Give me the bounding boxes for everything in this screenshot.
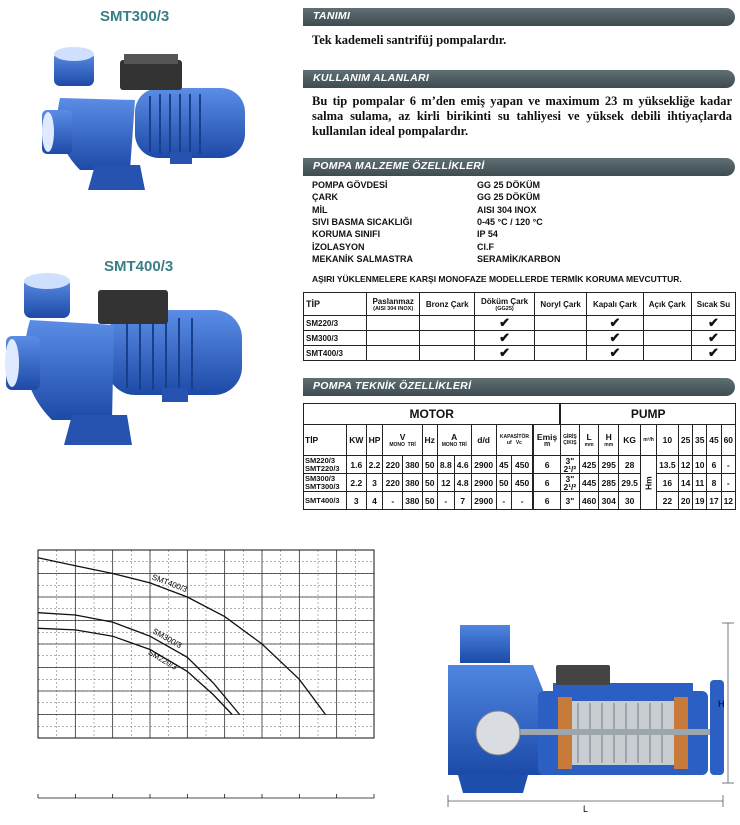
pump-image-top: [40, 40, 250, 200]
th-kw: KW: [347, 425, 367, 456]
tech-cell-h: 295: [599, 456, 619, 474]
th-tip: TİP: [304, 425, 347, 456]
tech-cell-tip: [304, 492, 347, 510]
empty-cell: [420, 316, 475, 331]
material-table-row: [304, 346, 736, 361]
section-bar-tanimi: TANIMI: [303, 8, 735, 26]
empty-cell: [535, 331, 587, 346]
tanimi-text: Tek kademeli santrifüj pompalardır.: [312, 33, 507, 47]
th-a: A MONO TRİ: [437, 425, 471, 456]
dimension-h: H: [718, 699, 725, 709]
check-icon: ✔: [691, 346, 735, 361]
check-icon: ✔: [475, 316, 535, 331]
tech-cell-q-3: 8: [707, 474, 721, 492]
material-table: [303, 292, 736, 361]
material-property-row: [312, 217, 543, 228]
th-q3: 45: [707, 425, 721, 456]
th-kap: KAPASİTÖR uf Vc: [496, 425, 533, 456]
tech-cell-q-1: 12: [678, 456, 692, 474]
series-label: SM220/3: [146, 647, 179, 672]
col-dokum: Döküm Çark (GG25): [475, 293, 535, 316]
tech-cell-q-3: 17: [707, 492, 721, 510]
material-property-row: [312, 242, 494, 253]
tech-cell-q-0: 16: [656, 474, 678, 492]
tech-cell-q-1: 14: [678, 474, 692, 492]
tech-cell-vm: 220: [383, 474, 403, 492]
tech-cell-dd: 2900: [471, 474, 496, 492]
material-property-value: 0-45 °C / 120 °C: [477, 216, 543, 227]
tech-tip-name: SM300/3: [305, 473, 336, 483]
check-icon: ✔: [587, 346, 643, 361]
pump-header: PUMP: [560, 404, 735, 425]
pump-image-bottom: [2, 270, 252, 455]
th-mh: m³/h: [641, 425, 656, 456]
tech-cell-hp: 4: [366, 492, 383, 510]
tech-cell-l: 425: [579, 456, 599, 474]
th-q1: 25: [678, 425, 692, 456]
material-property-row: [312, 180, 540, 191]
tech-cell-dd: 2900: [471, 456, 496, 474]
tech-cell-kw: 2.2: [347, 474, 367, 492]
material-property-key: KORUMA SINIFI: [312, 229, 381, 240]
dimension-l: L: [583, 804, 589, 814]
tech-cell-kg: 28: [619, 456, 641, 474]
model-title-top: SMT300/3: [100, 8, 170, 25]
th-q4: 60: [721, 425, 735, 456]
empty-cell: [420, 346, 475, 361]
material-property-key: ÇARK: [312, 192, 338, 203]
tech-cell-vc: -: [511, 492, 533, 510]
kullanim-text: Bu tip pompalar 6 m’den emiş yapan ve maximum 23 m yüksekliğe kadar salma sulama, az kirli birikinti su tahliyesi ve yüksek debili ihtiyaçlarda kullanılan ideal pompalardır.: [312, 94, 732, 138]
tech-cell-h: 304: [599, 492, 619, 510]
tech-cell-h: 285: [599, 474, 619, 492]
col-paslanmaz: Paslanmaz (AISI 304 INOX): [367, 293, 420, 316]
empty-cell: [643, 316, 691, 331]
tech-cell-at: 4.8: [454, 474, 471, 492]
tech-cell-dd: 2900: [471, 492, 496, 510]
tech-cell-q-1: 20: [678, 492, 692, 510]
tech-cell-vt: 380: [403, 474, 423, 492]
tech-connection-size: 3": [565, 473, 575, 484]
tech-cell-hp: 3: [366, 474, 383, 492]
cutaway-diagram: [438, 605, 738, 815]
tech-table-row: [304, 492, 736, 510]
tech-connection-size: 3": [565, 495, 575, 506]
tech-cell-am: 12: [437, 474, 454, 492]
series-label: SM300/3: [150, 626, 184, 651]
tech-cell-l: 460: [579, 492, 599, 510]
tech-tip-name: SMT400/3: [305, 495, 340, 505]
th-kg: KG: [619, 425, 641, 456]
tech-connection-size: 2¹/²: [563, 481, 577, 492]
tech-cell-hz: 50: [422, 492, 437, 510]
th-v: V MONO TRİ: [383, 425, 422, 456]
motor-header: MOTOR: [304, 404, 561, 425]
col-noryl: Noryl Çark: [535, 293, 587, 316]
tech-cell-vm: 220: [383, 456, 403, 474]
empty-cell: [367, 346, 420, 361]
tech-cell-l: 445: [579, 474, 599, 492]
tech-table-row: [304, 474, 736, 492]
th-l: L mm: [579, 425, 599, 456]
tech-tip-name: SMT300/3: [305, 481, 340, 491]
series-line-sm300-3: [38, 613, 240, 715]
tech-cell-q-4: -: [721, 456, 735, 474]
check-icon: ✔: [475, 331, 535, 346]
check-icon: ✔: [691, 331, 735, 346]
section-bar-malzeme: POMPA MALZEME ÖZELLİKLERİ: [303, 158, 735, 176]
material-table-tip: SM300/3: [304, 331, 367, 346]
col-acik: Açık Çark: [643, 293, 691, 316]
th-emis: Emiş m: [533, 425, 560, 456]
material-property-key: MEKANİK SALMASTRA: [312, 253, 413, 264]
tech-cell-em: 6: [533, 456, 560, 474]
empty-cell: [367, 316, 420, 331]
material-property-value: AISI 304 INOX: [477, 204, 537, 215]
th-q2: 35: [693, 425, 707, 456]
material-table-tip: SM220/3: [304, 316, 367, 331]
col-sicak: Sıcak Su: [691, 293, 735, 316]
tech-cell-am: 8.8: [437, 456, 454, 474]
performance-chart: [0, 540, 430, 825]
check-icon: ✔: [475, 346, 535, 361]
th-dd: d/d: [471, 425, 496, 456]
tech-cell-giris-cikis: [560, 474, 579, 492]
material-table-tip: SMT400/3: [304, 346, 367, 361]
material-table-row: [304, 316, 736, 331]
material-property-key: SIVI BASMA SICAKLIĞI: [312, 216, 413, 227]
section-bar-teknik: POMPA TEKNİK ÖZELLİKLERİ: [303, 378, 735, 396]
tech-cell-at: 7: [454, 492, 471, 510]
col-tip: TİP: [304, 293, 367, 316]
material-property-row: [312, 205, 537, 216]
col-kapali: Kapalı Çark: [587, 293, 643, 316]
material-property-value: IP 54: [477, 229, 498, 240]
tech-cell-uf: 50: [496, 474, 511, 492]
tech-cell-giris-cikis: [560, 492, 579, 510]
empty-cell: [643, 331, 691, 346]
tech-cell-vt: 380: [403, 492, 423, 510]
material-table-row: [304, 331, 736, 346]
material-property-value: SERAMİK/KARBON: [477, 253, 561, 264]
empty-cell: [535, 316, 587, 331]
tech-cell-q-0: 22: [656, 492, 678, 510]
tech-cell-vt: 380: [403, 456, 423, 474]
tech-table: [303, 403, 736, 510]
empty-cell: [643, 346, 691, 361]
tech-cell-uf: 45: [496, 456, 511, 474]
tech-tip-name: SM220/3: [305, 455, 336, 465]
empty-cell: [535, 346, 587, 361]
tech-cell-hm: Hm: [641, 456, 656, 510]
material-property-row: [312, 229, 498, 240]
tech-tip-name: SMT220/3: [305, 463, 340, 473]
material-property-value: GG 25 DÖKÜM: [477, 192, 541, 203]
material-property-key: POMPA GÖVDESİ: [312, 180, 388, 190]
model-title-bottom: SMT400/3: [104, 258, 174, 275]
th-h: H mm: [599, 425, 619, 456]
thermal-note: AŞIRI YÜKLENMELERE KARŞI MONOFAZE MODELLERDE TERMİK KORUMA MEVCUTTUR.: [312, 274, 682, 284]
th-hp: HP: [366, 425, 383, 456]
tech-cell-kg: 29.5: [619, 474, 641, 492]
tech-cell-vc: 450: [511, 456, 533, 474]
tech-cell-q-2: 10: [693, 456, 707, 474]
tech-cell-tip: [304, 456, 347, 474]
tech-cell-q-2: 19: [693, 492, 707, 510]
section-bar-kullanim: KULLANIM ALANLARI: [303, 70, 735, 88]
tech-cell-vm: -: [383, 492, 403, 510]
tech-cell-hz: 50: [422, 474, 437, 492]
tech-cell-at: 4.6: [454, 456, 471, 474]
tech-cell-em: 6: [533, 492, 560, 510]
tech-cell-am: -: [437, 492, 454, 510]
th-q0: 10: [656, 425, 678, 456]
tech-cell-hz: 50: [422, 456, 437, 474]
check-icon: ✔: [691, 316, 735, 331]
empty-cell: [420, 331, 475, 346]
material-property-row: [312, 192, 540, 203]
tech-cell-kg: 30: [619, 492, 641, 510]
tech-cell-kw: 3: [347, 492, 367, 510]
tech-cell-vc: 450: [511, 474, 533, 492]
material-property-value: GG 25 DÖKÜM: [477, 180, 541, 190]
check-icon: ✔: [587, 331, 643, 346]
check-icon: ✔: [587, 316, 643, 331]
tech-cell-giris-cikis: [560, 456, 579, 474]
tech-cell-kw: 1.6: [347, 456, 367, 474]
series-label: SMT400/3: [150, 572, 189, 595]
tech-cell-hp: 2.2: [366, 456, 383, 474]
material-property-row: [312, 254, 561, 265]
tech-connection-size: 2¹/²: [563, 463, 577, 474]
material-property-key: MİL: [312, 204, 328, 215]
empty-cell: [367, 331, 420, 346]
tech-cell-q-4: -: [721, 474, 735, 492]
material-property-key: İZOLASYON: [312, 241, 365, 252]
tech-cell-q-0: 13.5: [656, 456, 678, 474]
th-hz: Hz: [422, 425, 437, 456]
series-line-sm220-3: [38, 628, 232, 714]
tech-cell-q-4: 12: [721, 492, 735, 510]
tech-cell-tip: [304, 474, 347, 492]
tech-cell-uf: -: [496, 492, 511, 510]
th-giris: GİRİŞ ÇIKIŞ: [560, 425, 579, 456]
tech-cell-q-3: 6: [707, 456, 721, 474]
col-bronz: Bronz Çark: [420, 293, 475, 316]
material-property-value: Cl.F: [477, 241, 494, 252]
tech-table-row: [304, 456, 736, 474]
tech-connection-size: 3": [565, 455, 575, 466]
tech-cell-q-2: 11: [693, 474, 707, 492]
tech-cell-em: 6: [533, 474, 560, 492]
